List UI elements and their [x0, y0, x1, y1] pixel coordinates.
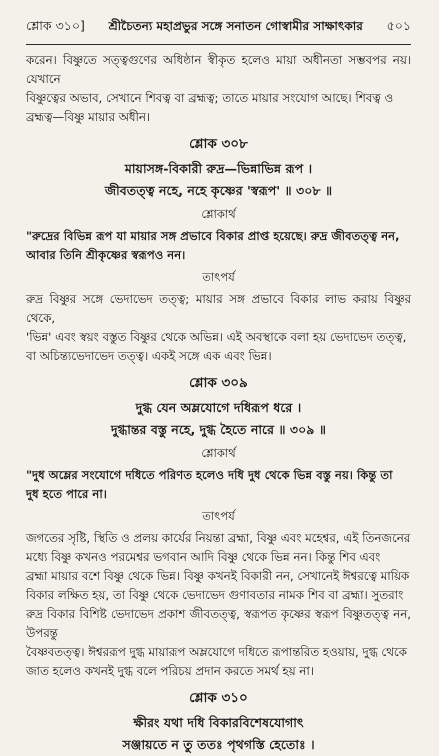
purport-line: 'ভিন্ন' এবং স্বয়ং বস্তুত বিষ্ণুর থেকে অভিন্ন। এই অবস্থাকে বলা হয় ভেদাভেদ তত্ত্ব,: [26, 330, 407, 344]
translation-label: শ্লোকার্থ: [201, 207, 236, 221]
text-line: করেন। বিষ্ণুতে সত্ত্বগুণের অধিষ্ঠান স্বীকৃত হলেও মায়া অধীনতা সম্ভবপর নয়। যেখানে: [26, 53, 411, 86]
page-number: ৫০১: [386, 18, 411, 33]
verse-section-310: [26, 687, 411, 756]
header-title: শ্রীচৈতন্য মহাপ্রভুর সঙ্গে সনাতন গোস্বামীর সাক্ষাৎকার: [108, 19, 363, 33]
purport-line: মধ্যে বিষ্ণু কখনও পরমেশ্বর ভগবান আদি বিষ্ণু থেকে ভিন্ন নন। কিন্তু শিব এবং: [26, 550, 381, 564]
verse-number: শ্লোক ৩০৯: [189, 375, 248, 391]
verse-line: দুগ্ধ যেন অম্লযোগে দধিরূপ ধরে ।: [135, 400, 302, 415]
purport-line: বা অচিন্ত্যভেদাভেদ তত্ত্ব। একই সঙ্গে এক এবং ভিন্ন।: [26, 349, 272, 363]
translation-line: "রুদ্রের বিভিন্ন রূপ যা মায়ার সঙ্গ প্রভাবে বিকার প্রাপ্ত হয়েছে। রুদ্র জীবতত্ত্ব নন,: [26, 229, 400, 243]
purport-line: বিকার লক্ষিত হয়, তা বিষ্ণু থেকে ভেদাভেদ গুণাবতার নামক শিব বা ব্রহ্মা। সুতরাং: [26, 588, 404, 602]
purport-label: তাৎপর্য: [202, 509, 235, 523]
verse-section-308: [26, 133, 411, 366]
purport-label: তাৎপর্য: [202, 270, 235, 284]
verse-line: মায়াসঙ্গ-বিকারী রুদ্র—ভিন্নাভিন্ন রূপ ।: [124, 161, 313, 176]
purport-line: বৈষ্ণবতত্ত্ব। ঈশ্বররূপ দুগ্ধ মায়ারূপ অম্লযোগে দধিতে রূপান্তরিত হওয়ায়, দুগ্ধ থেকে: [26, 645, 407, 659]
verse-line: সঞ্জায়তে ন তু ততঃ পৃথগস্তি হেতোঃ ।: [122, 737, 315, 752]
purport-line: ব্রহ্মা মায়ার বশে বিষ্ণু থেকে ভিন্ন। বিষ্ণু কখনই বিকারী নন, সেখানেই ঈশ্বরত্বে মায়িক: [26, 569, 410, 583]
text-line: বিষ্ণুত্বের অভাব, সেখানে শিবত্ব বা ব্রহ্মত্ব; তাতে মায়ার সংযোগ আছে। শিবত্ব ও: [26, 91, 394, 105]
purport-line: রুদ্র বিষ্ণুর সঙ্গে ভেদাভেদ তত্ত্ব; মায়ার সঙ্গ প্রভাবে বিকার লাভ করায় বিষ্ণুর থেকে,: [26, 292, 411, 325]
intro-paragraph: [26, 51, 411, 127]
verse-section-309: [26, 372, 411, 681]
translation-line: দুধ হতে পারে না।: [26, 487, 107, 501]
verse-line: জীবতত্ত্ব নহে, নহে কৃষ্ণের 'স্বরূপ' ॥ ৩০৮ ॥: [104, 183, 333, 198]
text-line: ব্রহ্মত্ব—বিষ্ণু মায়ার অধীন।: [26, 110, 151, 124]
verse-number: শ্লোক ৩০৮: [189, 136, 248, 152]
purport-line: জাত হলেও কখনই দুগ্ধ বলে পরিচয় প্রদান করতে সমর্থ হয় না।: [26, 664, 314, 678]
purport-line: রুদ্র বিকার বিশিষ্ট ভেদাভেদ প্রকাশ জীবতত্ত্ব, স্বরূপত কৃষ্ণের স্বরূপ বিষ্ণুতত্ত্ব নন, উপরন্তু: [26, 607, 411, 640]
translation-label: শ্লোকার্থ: [201, 446, 236, 460]
verse-line: ক্ষীরং যথা দধি বিকারবিশেষযোগাৎ: [133, 715, 304, 730]
verse-number: শ্লোক ৩১০: [189, 690, 248, 706]
translation-line: আবার তিনি শ্রীকৃষ্ণের স্বরূপও নন।: [26, 248, 186, 262]
header-verse-ref: শ্লোক ৩১০]: [26, 18, 85, 33]
verse-line: দুগ্ধান্তর বস্তু নহে, দুগ্ধ হৈতে নারে ॥ ৩০৯ ॥: [111, 422, 326, 437]
running-header: [26, 18, 411, 45]
translation-line: "দুধ অম্লের সংযোগে দধিতে পরিণত হলেও দধি দুধ থেকে ভিন্ন বস্তু নয়। কিন্তু তা: [26, 468, 393, 482]
purport-line: জগতের সৃষ্টি, স্থিতি ও প্রলয় কার্যের নিয়ন্তা ব্রহ্মা, বিষ্ণু এবং মহেশ্বর, এই তিনজনের: [26, 531, 411, 545]
